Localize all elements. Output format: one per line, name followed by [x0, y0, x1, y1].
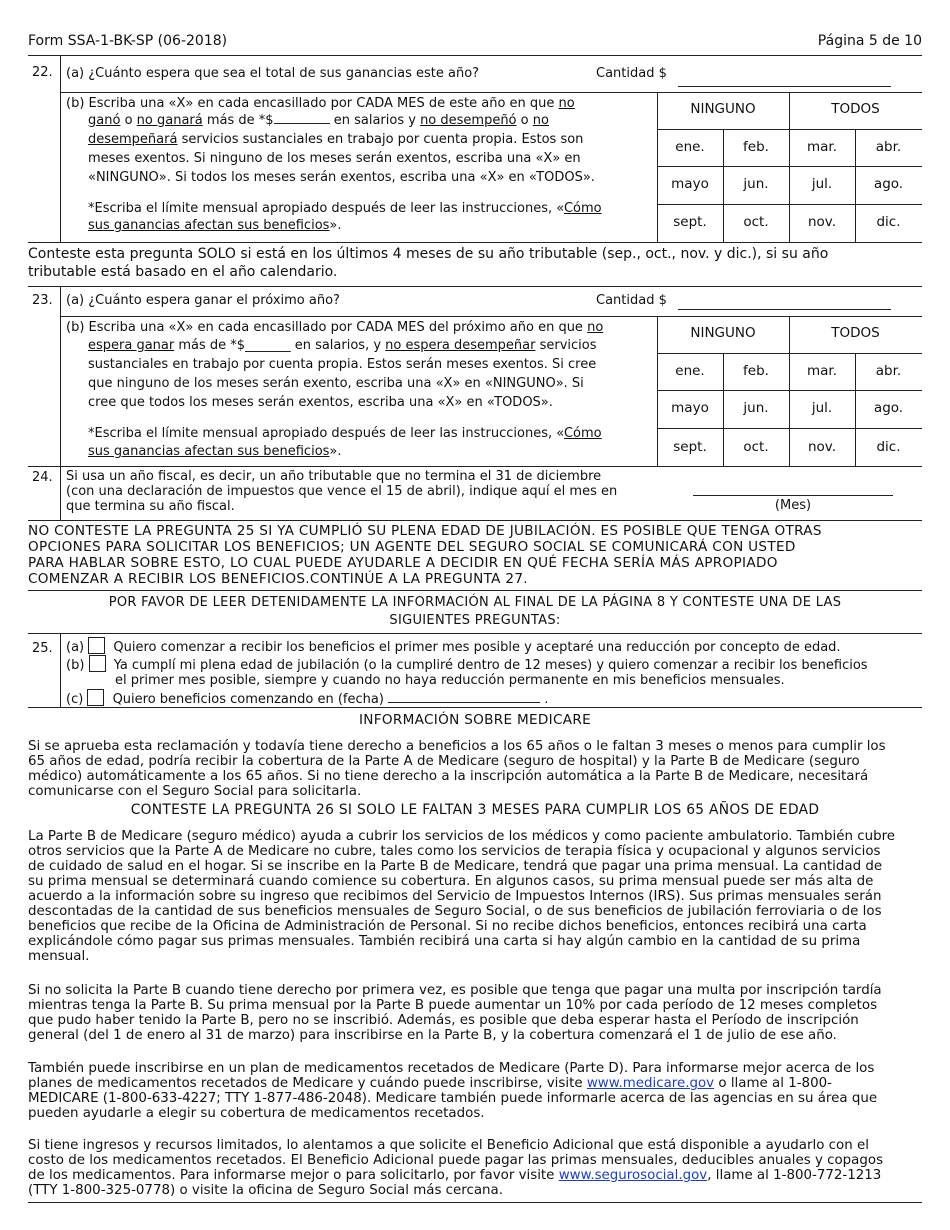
rule [28, 242, 922, 243]
month-box[interactable]: nov. [807, 439, 837, 455]
month-box[interactable]: feb. [743, 139, 769, 155]
q24-month-input[interactable] [693, 495, 893, 496]
q22b-note: sus ganancias afectan sus beneficios». [88, 218, 342, 233]
q22b-line: (b) Escriba una «X» en cada encasillado por CADA MES de este año en que no [66, 96, 575, 111]
q23a-amount-input[interactable] [678, 309, 891, 310]
month-box[interactable]: ene. [675, 139, 705, 155]
q22b-note: *Escriba el límite mensual apropiado después de leer las instrucciones, «Cómo [88, 201, 602, 216]
rule [28, 466, 922, 467]
q23b-line: (b) Escriba una «X» en cada encasillado por CADA MES del próximo año en que no [66, 320, 604, 335]
page-number: Página 5 de 10 [817, 33, 922, 49]
month-box[interactable]: dic. [876, 214, 901, 230]
medicare-gov-link[interactable]: www.medicare.gov [586, 1076, 715, 1091]
q23b-note: *Escriba el límite mensual apropiado después de leer las instrucciones, «Cómo [88, 426, 602, 441]
month-box[interactable]: jun. [743, 176, 769, 192]
rule [28, 590, 922, 591]
read-notice: POR FAVOR DE LEER DETENIDAMENTE LA INFORMACIÓN AL FINAL DE LA PÁGINA 8 Y CONTESTE UNA DE LAS [108, 595, 842, 610]
q23b-note: sus ganancias afectan sus beneficios». [88, 444, 342, 459]
rule [60, 55, 61, 242]
q25-option-a: (a) Quiero comenzar a recibir los beneficios el primer mes posible y aceptaré una reducción por concepto de edad. [66, 637, 841, 656]
medicare-paragraph-1: Si se aprueba esta reclamación y todavía tiene derecho a beneficios a los 65 años o le faltan 3 meses o menos para cumplir los 65 años de edad, podría recibir la cobertura de la Parte A de Medicare (seguro de hospital) y la Parte B de Medicare (seguro médico) automáticamente a los 65 años. Si no tiene derecho a la inscripción automática a la Parte B de Medicare, necesitará comunicarse con el Seguro Social para solicitarla. [28, 739, 886, 799]
notice-q25: PARA HABLAR SOBRE ESTO, LO CUAL PUEDE AYUDARLE A DECIDIR EN QUÉ FECHA SERÍA MÁS APROPIADO [28, 555, 778, 571]
instruction: Conteste esta pregunta SOLO si está en los últimos 4 meses de su año tributable (sep., oct., nov. y dic.), si su año [28, 246, 829, 262]
month-box[interactable]: feb. [743, 363, 769, 379]
medicare-paragraph-5: Si tiene ingresos y recursos limitados, lo alentamos a que solicite el Beneficio Adicional que está disponible a ayudarlo con el costo de los medicamentos recetados. El Beneficio Adicional puede pagar las primas mensuales, deducibles anuales y copagos de los medicamentos. Para informarse mejor o para solicitarlo, por favor visite www.segurosocial.gov, llame al 1-800-772-1213 (TTY 1-800-325-0778) o visite la oficina de Seguro Social más cercana. [28, 1138, 884, 1198]
q22a-text: (a) ¿Cuánto espera que sea el total de sus ganancias este año? [66, 66, 480, 81]
q23b-line: que ninguno de los meses serán exento, escriba una «X» en «NINGUNO». Si [88, 376, 584, 391]
q25-date-input[interactable] [388, 702, 540, 703]
q23a-text: (a) ¿Cuánto espera ganar el próximo año? [66, 293, 340, 308]
q23b-line: espera ganar más de *$_______ en salarios, y no espera desempeñar servicios [88, 338, 597, 353]
rule [60, 316, 922, 317]
month-box[interactable]: ago. [873, 400, 904, 416]
read-notice: SIGUIENTES PREGUNTAS: [389, 613, 561, 628]
rule [657, 353, 922, 354]
month-box-ninguno[interactable]: NINGUNO [690, 325, 756, 341]
rule [60, 633, 61, 707]
q25-option-b: (b) Ya cumplí mi plena edad de jubilación (o la cumpliré dentro de 12 meses) y quiero comenzar a recibir los beneficios [66, 655, 868, 674]
q24-text: Si usa un año fiscal, es decir, un año tributable que no termina el 31 de diciembre [66, 469, 602, 484]
month-box[interactable]: jun. [743, 400, 769, 416]
checkbox[interactable] [89, 655, 106, 672]
rule [657, 166, 922, 167]
rule [28, 633, 922, 634]
medicare-paragraph-2: La Parte B de Medicare (seguro médico) ayuda a cubrir los servicios de los médicos y como paciente ambulatorio. También cubre otros servicios que la Parte A de Medicare no cubre, tales como los servicios de terapia física y ocupacional y algunos servicios de cuidado de salud en el hogar. Si se inscribe en la Parte B de Medicare, tendrá que pagar una prima mensual. La cantidad de su prima mensual se determinará cuando comience su cobertura. En algunos casos, su prima mensual puede ser más alta de acuerdo a la información sobre su ingreso que recibimos del Servicio de Impuestos Internos (IRS). Sus primas mensuales serán descontadas de la cantidad de sus beneficios mensuales de Seguro Social, o de sus beneficios de jubilación ferroviaria o de los beneficios que recibe de la Oficina de Administración de Personal. Si no recibe dichos beneficios, entonces recibirá una carta explicándole cómo pagar sus primas mensuales. También recibirá una carta si hay algún cambio en la cantidad de su prima mensual. [28, 829, 896, 964]
month-box[interactable]: mayo [671, 176, 709, 192]
q22b-line: ganó o no ganará más de *$ en salarios y no desempeñó o no [88, 113, 549, 128]
rule [60, 466, 61, 520]
notice-q25: COMENZAR A RECIBIR LOS BENEFICIOS.CONTINÚE A LA PREGUNTA 27. [28, 571, 528, 587]
q26-heading: CONTESTE LA PREGUNTA 26 SI SOLO LE FALTAN 3 MESES PARA CUMPLIR LOS 65 AÑOS DE EDAD [130, 802, 820, 818]
month-box[interactable]: jul. [811, 400, 833, 416]
notice-q25: NO CONTESTE LA PREGUNTA 25 SI YA CUMPLIÓ SU PLENA EDAD DE JUBILACIÓN. ES POSIBLE QUE TENGA OTRAS [28, 523, 822, 539]
q25-number: 25. [32, 641, 53, 656]
month-box[interactable]: sept. [673, 439, 707, 455]
rule [60, 286, 61, 466]
month-box[interactable]: jul. [811, 176, 833, 192]
medicare-paragraph-3: Si no solicita la Parte B cuando tiene derecho por primera vez, es posible que tenga que pagar una multa por inscripción tardía mientras tenga la Parte B. Su prima mensual por la Parte B puede aumentar un 10% por cada período de 12 meses completos que pudo haber tenido la Parte B, pero no se inscribió. Además, es posible que deba esperar hasta el Período de inscripción general (del 1 de enero al 31 de marzo) para inscribirse en la Parte B, y la cobertura comenzará el 1 de julio de ese año. [28, 983, 882, 1043]
month-box[interactable]: ago. [873, 176, 904, 192]
q22b-line: meses exentos. Si ninguno de los meses serán exentos, escriba una «X» en [88, 151, 581, 166]
checkbox[interactable] [87, 689, 104, 706]
month-box[interactable]: abr. [875, 363, 902, 379]
medicare-paragraph-4: También puede inscribirse en un plan de medicamentos recetados de Medicare (Parte D). Para informarse mejor acerca de los planes de medicamentos recetados de Medicare y cuándo puede inscribirse, visite www.medicare.gov o llame al 1-800- MEDICARE (1-800-633-4227; TTY 1-877-486-2048). Medicare también puede informarle acerca de las agencias en su área que pueden ayudarle a elegir su cobertura de medicamentos recetados. [28, 1061, 878, 1121]
q25-option-b: el primer mes posible, siempre y cuando no haya reducción permanente en mis beneficios mensuales. [115, 673, 785, 688]
month-box[interactable]: oct. [743, 439, 769, 455]
notice-q25: OPCIONES PARA SOLICITAR LOS BENEFICIOS; UN AGENTE DEL SEGURO SOCIAL SE COMUNICARÁ CON USTED [28, 539, 796, 555]
month-box-ninguno[interactable]: NINGUNO [690, 101, 756, 117]
month-box[interactable]: sept. [673, 214, 707, 230]
q24-text: que termina su año fiscal. [66, 499, 235, 514]
segurosocial-gov-link[interactable]: www.segurosocial.gov [558, 1168, 708, 1183]
rule [28, 286, 922, 287]
form-id: Form SSA-1-BK-SP (06-2018) [28, 33, 228, 49]
month-box[interactable]: mar. [806, 363, 838, 379]
rule [28, 520, 922, 521]
rule [28, 1202, 922, 1203]
month-box-todos[interactable]: TODOS [831, 325, 880, 341]
q24-number: 24. [32, 470, 53, 485]
q24-month-label: (Mes) [774, 498, 812, 513]
rule [657, 204, 922, 205]
rule [60, 92, 922, 93]
month-box[interactable]: mar. [806, 139, 838, 155]
month-box[interactable]: abr. [875, 139, 902, 155]
rule [657, 129, 922, 130]
checkbox[interactable] [88, 637, 105, 654]
instruction: tributable está basado en el año calendario. [28, 264, 338, 280]
q22b-line: «NINGUNO». Si todos los meses serán exentos, escriba una «X» en «TODOS». [88, 170, 595, 185]
q22b-line: desempeñará servicios sustanciales en trabajo por cuenta propia. Estos son [88, 132, 584, 147]
q22-number: 22. [32, 65, 53, 80]
q23a-amount-label: Cantidad $ [596, 293, 667, 308]
q23-number: 23. [32, 293, 53, 308]
month-box[interactable]: ene. [675, 363, 705, 379]
month-box[interactable]: oct. [743, 214, 769, 230]
month-box-todos[interactable]: TODOS [831, 101, 880, 117]
q22b-limit-input[interactable] [274, 123, 330, 124]
rule [28, 55, 922, 56]
q22a-amount-label: Cantidad $ [596, 66, 667, 81]
month-box[interactable]: mayo [671, 400, 709, 416]
rule [657, 428, 922, 429]
q22a-amount-input[interactable] [678, 86, 891, 87]
rule [657, 390, 922, 391]
q24-text: (con una declaración de impuestos que vence el 15 de abril), indique aquí el mes en [66, 484, 618, 499]
medicare-title: INFORMACIÓN SOBRE MEDICARE [358, 712, 592, 728]
q23b-line: cree que todos los meses serán exentos, escriba una «X» en «TODOS». [88, 395, 553, 410]
q23b-line: sustanciales en trabajo por cuenta propia. Estos serán meses exentos. Si cree [88, 357, 597, 372]
month-box[interactable]: nov. [807, 214, 837, 230]
rule [28, 707, 922, 708]
month-box[interactable]: dic. [876, 439, 901, 455]
q25-option-c: (c) Quiero beneficios comenzando en (fecha) . [66, 689, 548, 708]
